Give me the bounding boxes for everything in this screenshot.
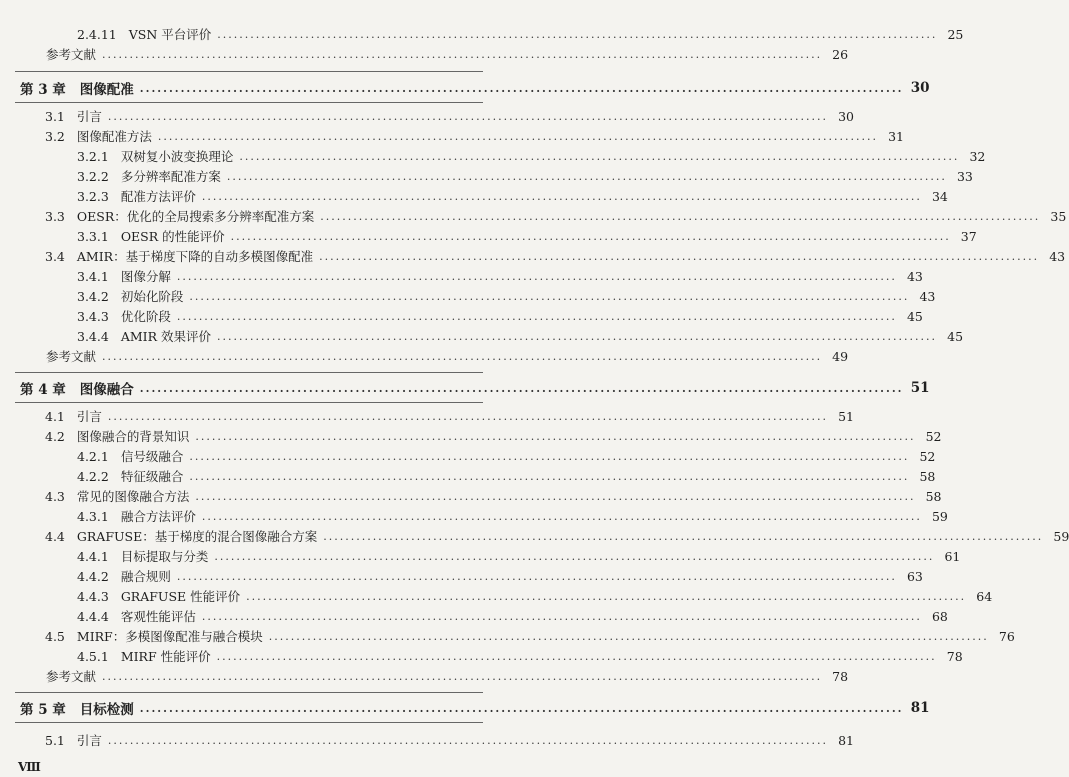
- leader-dots: [323, 530, 1043, 543]
- entry-page: 76: [998, 628, 1015, 644]
- entry-page: 59: [1053, 528, 1069, 544]
- toc-entry[interactable]: [0, 24, 964, 44]
- entry-page: 31: [888, 128, 904, 144]
- toc-entry[interactable]: [0, 166, 973, 186]
- entry-title: VSN 平台评价: [128, 27, 212, 42]
- entry-number: 3.2.1: [77, 148, 109, 164]
- leader-dots: [189, 470, 909, 483]
- entry-page: 37: [960, 228, 977, 244]
- toc-entry[interactable]: [0, 666, 849, 686]
- entry-page: 81: [838, 732, 854, 748]
- entry-number: 4.5: [45, 628, 65, 644]
- leader-dots: [239, 150, 959, 163]
- toc-entry[interactable]: [0, 486, 942, 506]
- entry-title: 引言: [76, 409, 102, 424]
- leader-dots: [189, 450, 909, 463]
- entry-title: 引言: [76, 733, 102, 748]
- leader-dots: [108, 110, 828, 123]
- entry-page: 30: [838, 108, 854, 124]
- entry-page: 26: [832, 46, 849, 62]
- entry-page: 58: [919, 468, 936, 484]
- chapter-number: 第 4 章: [20, 382, 66, 398]
- toc-chapter[interactable]: [0, 378, 930, 398]
- toc-entry[interactable]: [0, 466, 936, 486]
- entry-number: 3.4.3: [77, 308, 109, 324]
- page-folio: Ⅷ: [18, 760, 42, 774]
- entry-title: 融合规则: [120, 569, 171, 584]
- toc-entry[interactable]: [0, 306, 923, 326]
- leader-dots: [102, 670, 822, 683]
- entry-page: 30: [910, 80, 930, 96]
- toc-entry[interactable]: [0, 126, 904, 146]
- entry-page: 51: [910, 380, 930, 396]
- entry-title: 融合方法评价: [120, 509, 196, 524]
- entry-title: AMIR：基于梯度下降的自动多模图像配准: [76, 249, 314, 264]
- leader-dots: [177, 570, 897, 583]
- leader-dots: [158, 130, 878, 143]
- entry-page: 58: [925, 488, 942, 504]
- entry-number: 4.4.1: [77, 548, 109, 564]
- toc-entry[interactable]: [0, 186, 948, 206]
- entry-title: GRAFUSE：基于梯度的混合图像融合方案: [76, 529, 318, 544]
- entry-page: 52: [919, 448, 936, 464]
- toc-entry[interactable]: [0, 626, 1015, 646]
- toc-entry[interactable]: [0, 526, 1069, 546]
- entry-title: 客观性能评估: [120, 609, 196, 624]
- entry-title: 参考文献: [46, 47, 97, 62]
- leader-dots: [195, 490, 915, 503]
- toc-entry[interactable]: [0, 146, 986, 166]
- entry-page: 45: [906, 308, 923, 324]
- entry-page: 43: [1049, 248, 1066, 264]
- entry-title: 参考文献: [46, 669, 97, 684]
- entry-title: 信号级融合: [120, 449, 184, 464]
- toc-entry[interactable]: [0, 406, 854, 426]
- entry-title: 初始化阶段: [120, 289, 184, 304]
- entry-page: 52: [925, 428, 942, 444]
- entry-number: 2.4.11: [77, 26, 117, 42]
- leader-dots: [217, 28, 937, 41]
- entry-number: 3.2: [45, 128, 65, 144]
- toc-entry[interactable]: [0, 226, 977, 246]
- leader-dots: [320, 210, 1040, 223]
- entry-title: 多分辨率配准方案: [120, 169, 221, 184]
- leader-dots: [140, 82, 904, 95]
- entry-page: 59: [931, 508, 948, 524]
- entry-number: 4.1: [45, 408, 65, 424]
- entry-page: 64: [976, 588, 993, 604]
- entry-page: 32: [969, 148, 986, 164]
- toc-entry[interactable]: [0, 730, 854, 750]
- entry-page: 51: [838, 408, 854, 424]
- entry-number: 3.4: [45, 248, 65, 264]
- entry-title: GRAFUSE 性能评价: [120, 589, 241, 604]
- entry-number: 4.4.4: [77, 608, 109, 624]
- entry-number: 3.4.4: [77, 328, 109, 344]
- entry-number: 3.3.1: [77, 228, 109, 244]
- entry-title: 常见的图像融合方法: [76, 489, 190, 504]
- entry-title: 双树复小波变换理论: [120, 149, 234, 164]
- leader-dots: [189, 290, 909, 303]
- entry-number: 3.4.1: [77, 268, 109, 284]
- entry-number: 4.2.1: [77, 448, 109, 464]
- entry-number: 4.4.2: [77, 568, 109, 584]
- entry-title: 引言: [76, 109, 102, 124]
- entry-page: 45: [947, 328, 964, 344]
- chapter-title: 目标检测: [79, 702, 134, 718]
- toc-entry[interactable]: [0, 346, 849, 366]
- toc-entry[interactable]: [0, 606, 948, 626]
- entry-page: 43: [919, 288, 936, 304]
- entry-number: 4.4: [45, 528, 65, 544]
- toc-entry[interactable]: [0, 586, 993, 606]
- entry-title: OESR 的性能评价: [120, 229, 225, 244]
- leader-dots: [217, 650, 937, 663]
- entry-page: 43: [906, 268, 923, 284]
- entry-title: 特征级融合: [120, 469, 184, 484]
- entry-page: 33: [956, 168, 973, 184]
- leader-dots: [102, 48, 822, 61]
- chapter-rule: [15, 722, 483, 723]
- leader-dots: [177, 310, 897, 323]
- leader-dots: [217, 330, 937, 343]
- entry-number: 4.5.1: [77, 648, 109, 664]
- entry-number: 4.2: [45, 428, 65, 444]
- entry-number: 5.1: [45, 732, 65, 748]
- toc-entry[interactable]: [0, 326, 964, 346]
- leader-dots: [177, 270, 897, 283]
- toc-entry[interactable]: [0, 566, 923, 586]
- entry-number: 4.3: [45, 488, 65, 504]
- entry-page: 68: [931, 608, 948, 624]
- toc-entry[interactable]: [0, 106, 854, 126]
- chapter-rule: [15, 71, 483, 72]
- leader-dots: [227, 170, 947, 183]
- toc-entry[interactable]: [0, 646, 963, 666]
- leader-dots: [195, 430, 915, 443]
- entry-title: 图像配准方法: [76, 129, 152, 144]
- entry-page: 61: [944, 548, 961, 564]
- entry-page: 78: [946, 648, 963, 664]
- entry-number: 3.2.2: [77, 168, 109, 184]
- entry-title: OESR：优化的全局搜索多分辨率配准方案: [76, 209, 315, 224]
- leader-dots: [202, 510, 922, 523]
- entry-number: 3.1: [45, 108, 65, 124]
- entry-title: 参考文献: [46, 349, 97, 364]
- chapter-rule: [15, 372, 483, 373]
- entry-number: 3.3: [45, 208, 65, 224]
- entry-page: 49: [832, 348, 849, 364]
- chapter-number: 第 5 章: [20, 702, 66, 718]
- entry-title: 图像分解: [120, 269, 171, 284]
- leader-dots: [140, 382, 904, 395]
- entry-number: 4.2.2: [77, 468, 109, 484]
- leader-dots: [140, 702, 904, 715]
- entry-page: 81: [910, 700, 930, 716]
- toc-entry[interactable]: [0, 206, 1067, 226]
- entry-title: AMIR 效果评价: [120, 329, 211, 344]
- entry-number: 3.2.3: [77, 188, 109, 204]
- toc-entry[interactable]: [0, 506, 948, 526]
- chapter-title: 图像融合: [79, 382, 134, 398]
- leader-dots: [108, 410, 828, 423]
- entry-title: 优化阶段: [120, 309, 171, 324]
- entry-page: 25: [947, 26, 964, 42]
- chapter-number: 第 3 章: [20, 82, 66, 98]
- leader-dots: [231, 230, 951, 243]
- entry-number: 3.4.2: [77, 288, 109, 304]
- toc-entry[interactable]: [0, 426, 942, 446]
- entry-number: 4.4.3: [77, 588, 109, 604]
- chapter-rule: [15, 692, 483, 693]
- entry-title: 配准方法评价: [120, 189, 196, 204]
- chapter-rule: [15, 402, 483, 403]
- leader-dots: [319, 250, 1039, 263]
- entry-page: 78: [832, 668, 849, 684]
- entry-page: 63: [906, 568, 923, 584]
- toc-entry[interactable]: [0, 286, 936, 306]
- entry-page: 35: [1050, 208, 1067, 224]
- toc-chapter[interactable]: [0, 78, 930, 98]
- entry-number: 4.3.1: [77, 508, 109, 524]
- toc-entry[interactable]: [0, 546, 961, 566]
- entry-title: MIRF：多模图像配准与融合模块: [76, 629, 263, 644]
- leader-dots: [108, 734, 828, 747]
- leader-dots: [246, 590, 966, 603]
- entry-title: 图像融合的背景知识: [76, 429, 190, 444]
- leader-dots: [269, 630, 989, 643]
- toc-chapter[interactable]: [0, 698, 930, 718]
- leader-dots: [214, 550, 934, 563]
- toc-entry[interactable]: [0, 44, 849, 64]
- chapter-title: 图像配准: [79, 82, 134, 98]
- entry-page: 34: [931, 188, 948, 204]
- chapter-rule: [15, 102, 483, 103]
- leader-dots: [202, 190, 922, 203]
- toc-entry[interactable]: [0, 446, 936, 466]
- toc-entry[interactable]: [0, 246, 1066, 266]
- entry-title: MIRF 性能评价: [120, 649, 211, 664]
- entry-title: 目标提取与分类: [120, 549, 209, 564]
- leader-dots: [202, 610, 922, 623]
- leader-dots: [102, 350, 822, 363]
- toc-entry[interactable]: [0, 266, 923, 286]
